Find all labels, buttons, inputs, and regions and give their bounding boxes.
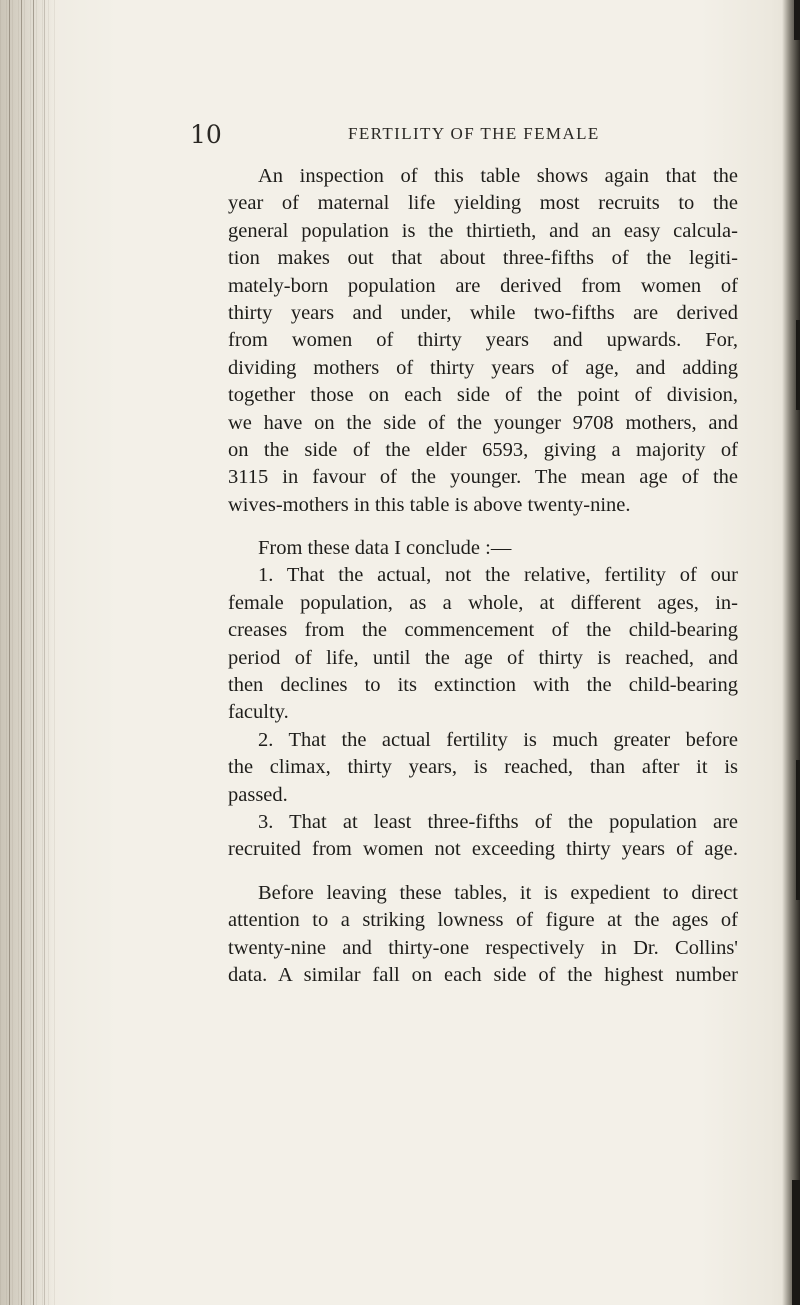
- text-line: year of maternal life yielding most recruits to the: [228, 192, 738, 215]
- text-line: passed.: [228, 783, 288, 806]
- paragraph: [228, 163, 738, 519]
- text-line: 3. That at least three-fifths of the population are: [258, 810, 738, 833]
- text-line: faculty.: [228, 701, 289, 724]
- text-line: mately-born population are derived from women of: [228, 274, 738, 297]
- text-line: tion makes out that about three-fifths of the legiti-: [228, 247, 738, 270]
- page-header: [190, 120, 790, 152]
- text-line: attention to a striking lowness of figure at the ages of: [228, 909, 738, 932]
- text-line: recruited from women not exceeding thirty years of age.: [228, 838, 738, 861]
- binding-edge: [0, 0, 56, 1305]
- text-line: on the side of the elder 6593, giving a majority of: [228, 438, 738, 461]
- text-line: twenty-nine and thirty-one respectively in Dr. Collins': [228, 936, 738, 959]
- text-line: thirty years and under, while two-fifths are derived: [228, 301, 738, 324]
- text-line: general population is the thirtieth, and an easy calcula-: [228, 219, 738, 242]
- text-line: from women of thirty years and upwards. For,: [228, 329, 738, 352]
- text-line: Before leaving these tables, it is expedient to direct: [258, 881, 738, 904]
- text-line: then declines to its extinction with the child-bearing: [228, 674, 738, 697]
- body-text: [228, 163, 738, 989]
- text-line: wives-mothers in this table is above twenty-nine.: [228, 493, 631, 516]
- page-number: 10: [190, 120, 222, 149]
- page-edge: [782, 0, 800, 1305]
- text-line: creases from the commencement of the child-bearing: [228, 619, 738, 642]
- text-line: 3115 in favour of the younger. The mean age of the: [228, 466, 738, 489]
- text-line: dividing mothers of thirty years of age, and adding: [228, 356, 738, 379]
- paragraph: [228, 880, 738, 990]
- running-title: FERTILITY OF THE FEMALE: [348, 124, 600, 143]
- text-line: together those on each side of the point of division,: [228, 384, 738, 407]
- text-line: period of life, until the age of thirty is reached, and: [228, 646, 738, 669]
- text-line: the climax, thirty years, is reached, than after it is: [228, 756, 738, 779]
- text-line: 2. That the actual fertility is much greater before: [258, 728, 738, 751]
- text-line: An inspection of this table shows again that the: [258, 165, 738, 187]
- text-line: we have on the side of the younger 9708 mothers, and: [228, 411, 738, 434]
- text-line: data. A similar fall on each side of the highest number: [228, 963, 738, 986]
- paragraph: [228, 535, 738, 864]
- text-line: female population, as a whole, at different ages, in-: [228, 591, 738, 614]
- text-line: From these data I conclude :—: [258, 537, 512, 560]
- text-line: 1. That the actual, not the relative, fertility of our: [258, 564, 738, 587]
